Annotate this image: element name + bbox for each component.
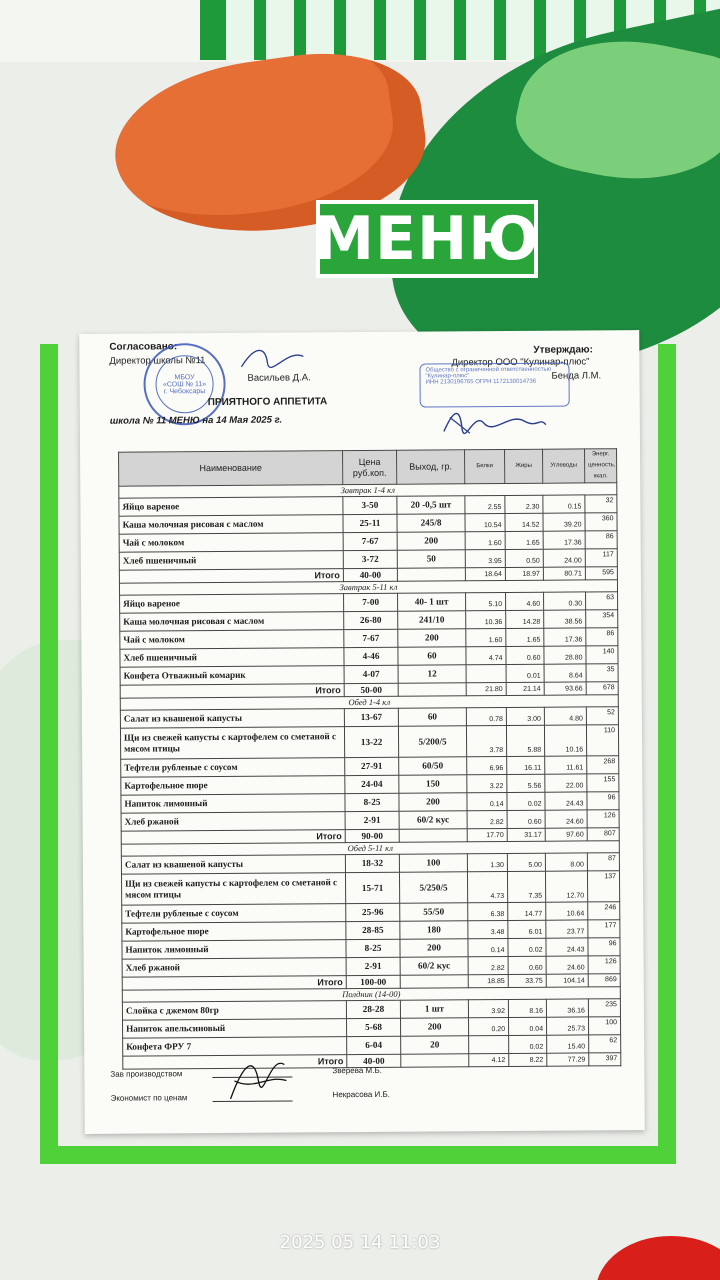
- dish-proteins: 0.20: [468, 1017, 508, 1035]
- dish-yield: 40- 1 шт: [398, 593, 466, 611]
- dish-fats: 3.00: [506, 707, 544, 725]
- menu-sheet: [79, 330, 645, 1134]
- school-director-signature: [237, 342, 307, 372]
- dish-carbs: 25.73: [546, 1017, 588, 1035]
- dish-price: 26-80: [344, 611, 398, 629]
- production-manager-name: Зверева М.Б.: [332, 1065, 382, 1076]
- dish-yield: 100: [399, 854, 467, 872]
- dish-fats: 0.60: [506, 646, 544, 664]
- approved-label: Утверждаю:: [533, 344, 593, 356]
- dish-carbs: 24.43: [546, 938, 588, 956]
- dish-price: 6-04: [347, 1036, 401, 1054]
- dish-energy: 140: [586, 646, 618, 664]
- section-title: Обед 5-11 кл: [121, 841, 619, 856]
- total-energy: 595: [585, 567, 617, 580]
- dish-proteins: 3.92: [468, 999, 508, 1017]
- dish-fats: 2.30: [505, 495, 543, 513]
- dish-proteins: 0.14: [468, 938, 508, 956]
- dish-yield: 200: [400, 939, 468, 957]
- total-empty: [399, 829, 467, 842]
- dish-carbs: 36.16: [546, 999, 588, 1017]
- dish-name: Яйцо вареное: [119, 497, 343, 517]
- dish-name: Картофельное пюре: [122, 922, 346, 942]
- dish-price: 7-67: [344, 629, 398, 647]
- dish-energy: 63: [586, 592, 618, 610]
- photo-timestamp: 2025 05 14 11:03: [279, 1232, 441, 1253]
- company-director-name: Бенда Л.М.: [551, 370, 602, 382]
- dish-proteins: 0.78: [466, 707, 506, 725]
- dish-price: 5-68: [347, 1018, 401, 1036]
- header-carbs: Углеводы: [543, 449, 585, 483]
- menu-table: [118, 448, 621, 1069]
- dish-price: 24-04: [345, 775, 399, 793]
- total-carbs: 77.29: [547, 1053, 589, 1066]
- dish-energy: 354: [586, 610, 618, 628]
- dish-proteins: 1.60: [466, 628, 506, 646]
- total-empty: [400, 975, 468, 988]
- dish-yield: 50: [397, 550, 465, 568]
- total-label: Итого: [121, 830, 345, 845]
- dish-proteins: 10.36: [466, 610, 506, 628]
- dish-yield: 200: [400, 1018, 468, 1036]
- dish-fats: 7.35: [507, 871, 545, 902]
- dish-price: 7-67: [343, 532, 397, 550]
- total-fats: 21.14: [506, 682, 544, 695]
- dish-proteins: 2.82: [467, 810, 507, 828]
- dish-name: Хлеб ржаной: [121, 812, 345, 832]
- dish-energy: 360: [585, 513, 617, 531]
- total-fats: 18.97: [505, 567, 543, 580]
- dish-energy: 86: [586, 628, 618, 646]
- dish-proteins: 2.82: [468, 956, 508, 974]
- header-energy: Энерг. ценность, ккал.: [585, 449, 617, 483]
- dish-fats: 0.04: [508, 1017, 546, 1035]
- section-title: Завтрак 1-4 кл: [119, 483, 617, 498]
- dish-price: 7-00: [344, 593, 398, 611]
- dish-name: Каша молочная рисовая с маслом: [119, 515, 343, 535]
- dish-proteins: 3.95: [465, 549, 505, 567]
- dish-price: 4-46: [344, 647, 398, 665]
- total-proteins: 18.64: [465, 567, 505, 580]
- dish-price: 13-22: [344, 726, 398, 757]
- dish-carbs: 11.61: [545, 756, 587, 774]
- dish-energy: 137: [587, 871, 619, 902]
- section-title: Завтрак 5-11 кл: [119, 580, 617, 595]
- dish-carbs: 24.60: [545, 810, 587, 828]
- header-proteins: Белки: [465, 449, 505, 483]
- dish-energy: 96: [588, 938, 620, 956]
- dish-energy: 87: [587, 853, 619, 871]
- dish-name: Напиток апельсиновый: [123, 1019, 347, 1039]
- table-row: [120, 725, 618, 759]
- dish-name: Чай с молоком: [120, 630, 344, 650]
- dish-proteins: 3.78: [466, 725, 506, 756]
- dish-carbs: 38.56: [544, 610, 586, 628]
- dish-price: 28-28: [346, 1000, 400, 1018]
- dish-fats: 4.60: [506, 592, 544, 610]
- dish-fats: 5.00: [507, 853, 545, 871]
- dish-name: Напиток лимонный: [122, 940, 346, 960]
- dish-yield: 60/2 кус: [400, 957, 468, 975]
- dish-fats: 0.50: [505, 549, 543, 567]
- dish-energy: 100: [588, 1017, 620, 1035]
- dish-fats: 0.60: [508, 956, 546, 974]
- dish-fats: 14.77: [508, 902, 546, 920]
- dish-energy: 32: [585, 495, 617, 513]
- dish-fats: 16.11: [507, 756, 545, 774]
- dish-yield: 20 -0,5 шт: [397, 496, 465, 514]
- dish-energy: 62: [589, 1035, 621, 1053]
- total-empty: [401, 1054, 469, 1067]
- dish-yield: 180: [400, 921, 468, 939]
- dish-fats: 0.01: [506, 664, 544, 682]
- total-price: 50-00: [344, 683, 398, 696]
- total-energy: 397: [589, 1053, 621, 1066]
- total-fats: 8.22: [509, 1053, 547, 1066]
- dish-proteins: [466, 664, 506, 682]
- dish-proteins: 5.10: [466, 592, 506, 610]
- dish-price: 2-91: [345, 811, 399, 829]
- total-carbs: 97.60: [545, 828, 587, 841]
- dish-fats: 1.65: [506, 628, 544, 646]
- dish-proteins: 4.74: [466, 646, 506, 664]
- dish-yield: 5/200/5: [398, 726, 466, 757]
- total-carbs: 104.14: [546, 974, 588, 987]
- dish-fats: 14.52: [505, 513, 543, 531]
- economist-label: Экономист по ценам: [110, 1093, 188, 1103]
- dish-proteins: 0.14: [467, 792, 507, 810]
- dish-price: 25-96: [346, 903, 400, 921]
- dish-energy: 96: [587, 792, 619, 810]
- dish-proteins: 3.48: [468, 920, 508, 938]
- dish-price: 15-71: [345, 872, 399, 903]
- dish-carbs: 8.00: [545, 853, 587, 871]
- dish-name: Салат из квашеной капусты: [120, 709, 344, 729]
- dish-yield: 200: [398, 629, 466, 647]
- total-empty: [397, 568, 465, 581]
- total-proteins: 21.80: [466, 682, 506, 695]
- dish-energy: 155: [587, 774, 619, 792]
- dish-proteins: 1.60: [465, 531, 505, 549]
- total-fats: 31.17: [507, 828, 545, 841]
- header-yield: Выход, гр.: [397, 450, 465, 484]
- dish-price: 28-85: [346, 921, 400, 939]
- total-carbs: 93.66: [544, 682, 586, 695]
- greeting: ПРИЯТНОГО АППЕТИТА: [207, 396, 328, 409]
- dish-name: Салат из квашеной капусты: [121, 855, 345, 875]
- dish-carbs: 0.30: [544, 592, 586, 610]
- poster-title: МЕНЮ: [316, 200, 538, 278]
- dish-yield: 245/8: [397, 514, 465, 532]
- dish-energy: 52: [586, 707, 618, 725]
- dish-name: Щи из свежей капусты с картофелем со сметаной с мясом птицы: [120, 727, 344, 760]
- dish-carbs: 23.77: [546, 920, 588, 938]
- header-name: Наименование: [119, 451, 343, 487]
- dish-energy: 117: [585, 549, 617, 567]
- dish-carbs: 17.36: [543, 531, 585, 549]
- dish-fats: 0.02: [509, 1035, 547, 1053]
- dish-yield: 1 шт: [400, 1000, 468, 1018]
- total-label: Итого: [120, 684, 344, 699]
- dish-carbs: 12.70: [545, 871, 587, 902]
- dish-yield: 60: [398, 647, 466, 665]
- school-stamp: МБОУ «СОШ № 11» г. Чебоксары: [143, 343, 226, 426]
- company-director-signature: [440, 403, 550, 440]
- dish-price: 8-25: [345, 793, 399, 811]
- header-price: Цена руб.коп.: [343, 450, 397, 484]
- dish-name: Хлеб пшеничный: [119, 551, 343, 571]
- dish-price: 25-11: [343, 514, 397, 532]
- dish-proteins: [469, 1035, 509, 1053]
- dish-carbs: 4.80: [544, 707, 586, 725]
- dish-energy: 86: [585, 531, 617, 549]
- dish-name: Хлеб ржаной: [122, 958, 346, 978]
- dish-yield: 60: [398, 708, 466, 726]
- dish-yield: 55/50: [400, 903, 468, 921]
- total-proteins: 17.70: [467, 828, 507, 841]
- dish-energy: 268: [587, 756, 619, 774]
- dish-name: Чай с молоком: [119, 533, 343, 553]
- dish-carbs: 10.16: [544, 725, 586, 756]
- total-price: 90-00: [345, 829, 399, 842]
- header-fats: Жиры: [505, 449, 543, 483]
- dish-name: Картофельное пюре: [121, 776, 345, 796]
- dish-fats: 8.16: [508, 999, 546, 1017]
- dish-carbs: 10.64: [546, 902, 588, 920]
- table-row: [121, 871, 619, 905]
- dish-carbs: 0.15: [543, 495, 585, 513]
- dish-energy: 35: [586, 664, 618, 682]
- dish-name: Щи из свежей капусты с картофелем со сметаной с мясом птицы: [121, 873, 345, 906]
- production-manager-signature: [224, 1050, 294, 1110]
- dish-name: Каша молочная рисовая с маслом: [120, 612, 344, 632]
- dish-price: 18-32: [345, 854, 399, 872]
- dish-carbs: 8.64: [544, 664, 586, 682]
- dish-fats: 5.88: [506, 725, 544, 756]
- section-title: Обед 1-4 кл: [120, 695, 618, 710]
- total-proteins: 4.12: [469, 1053, 509, 1066]
- school-director-label: Директор школы №11: [109, 355, 206, 367]
- dish-energy: 177: [588, 920, 620, 938]
- total-price: 100-00: [346, 975, 400, 988]
- dish-energy: 110: [586, 725, 618, 756]
- dish-yield: 60/50: [399, 757, 467, 775]
- dish-name: Напиток лимонный: [121, 794, 345, 814]
- dish-name: Тефтели рубленые с соусом: [122, 904, 346, 924]
- dish-carbs: 24.00: [543, 549, 585, 567]
- dish-fats: 0.02: [507, 792, 545, 810]
- dish-proteins: 2.55: [465, 495, 505, 513]
- dish-fats: 5.56: [507, 774, 545, 792]
- dish-price: 4-07: [344, 665, 398, 683]
- dish-carbs: 24.43: [545, 792, 587, 810]
- dish-price: 2-91: [346, 957, 400, 975]
- dish-fats: 1.65: [505, 531, 543, 549]
- total-energy: 678: [586, 682, 618, 695]
- dish-name: Хлеб пшеничный: [120, 648, 344, 668]
- dish-proteins: 6.96: [467, 756, 507, 774]
- economist-name: Некрасова И.Б.: [332, 1089, 391, 1100]
- total-energy: 869: [588, 974, 620, 987]
- dish-yield: 241/10: [398, 611, 466, 629]
- total-price: 40-00: [347, 1054, 401, 1067]
- dish-price: 3-50: [343, 496, 397, 514]
- dish-name: Слойка с джемом 80гр: [122, 1001, 346, 1021]
- dish-energy: 126: [587, 810, 619, 828]
- dish-price: 3-72: [343, 550, 397, 568]
- dish-carbs: 24.60: [546, 956, 588, 974]
- dish-fats: 6.01: [508, 920, 546, 938]
- total-fats: 33.75: [508, 974, 546, 987]
- dish-carbs: 28.80: [544, 646, 586, 664]
- dish-carbs: 22.00: [545, 774, 587, 792]
- dish-carbs: 39.20: [543, 513, 585, 531]
- total-label: Итого: [119, 569, 343, 584]
- dish-fats: 0.60: [507, 810, 545, 828]
- total-carbs: 80.71: [543, 567, 585, 580]
- dish-yield: 60/2 кус: [399, 811, 467, 829]
- dish-proteins: 3.22: [467, 774, 507, 792]
- total-price: 40-00: [343, 568, 397, 581]
- dish-energy: 235: [588, 999, 620, 1017]
- section-title: Полдник (14-00): [122, 987, 620, 1002]
- dish-yield: 200: [397, 532, 465, 550]
- dish-proteins: 1.30: [467, 853, 507, 871]
- agreed-label: Согласовано:: [109, 341, 178, 353]
- total-label: Итого: [122, 976, 346, 991]
- dish-proteins: 10.54: [465, 513, 505, 531]
- dish-fats: 14.28: [506, 610, 544, 628]
- dish-price: 8-25: [346, 939, 400, 957]
- dish-price: 13-67: [344, 708, 398, 726]
- dish-yield: 5/250/5: [399, 872, 467, 903]
- dish-name: Конфета Отважный комарик: [120, 666, 344, 686]
- production-manager-label: Зав производством: [110, 1069, 183, 1079]
- dish-name: Конфета ФРУ 7: [123, 1037, 347, 1057]
- dish-energy: 246: [588, 902, 620, 920]
- dish-carbs: 17.36: [544, 628, 586, 646]
- dish-yield: 150: [399, 775, 467, 793]
- dish-yield: 200: [399, 793, 467, 811]
- dish-price: 27-91: [345, 757, 399, 775]
- dish-yield: 12: [398, 665, 466, 683]
- total-label: Итого: [123, 1055, 347, 1070]
- dish-name: Яйцо вареное: [120, 594, 344, 614]
- dish-yield: 20: [401, 1036, 469, 1054]
- company-director-label: Директор ООО "Кулинар-плюс": [451, 356, 590, 369]
- dish-fats: 0.02: [508, 938, 546, 956]
- dish-proteins: 6.38: [468, 902, 508, 920]
- menu-date-line: школа № 11 МЕНЮ на 14 Мая 2025 г.: [109, 414, 283, 427]
- dish-proteins: 4.73: [467, 871, 507, 902]
- company-stamp: Общество с ограниченной ответственностью "Кулинар-плюс" ИНН 2130196765 ОГРН 1172130014736: [419, 363, 569, 408]
- total-proteins: 18.85: [468, 974, 508, 987]
- school-director-name: Васильев Д.А.: [247, 372, 311, 384]
- total-energy: 807: [587, 828, 619, 841]
- dish-name: Тефтели рубленые с соусом: [121, 758, 345, 778]
- dish-energy: 126: [588, 956, 620, 974]
- total-empty: [398, 683, 466, 696]
- dish-carbs: 15.40: [547, 1035, 589, 1053]
